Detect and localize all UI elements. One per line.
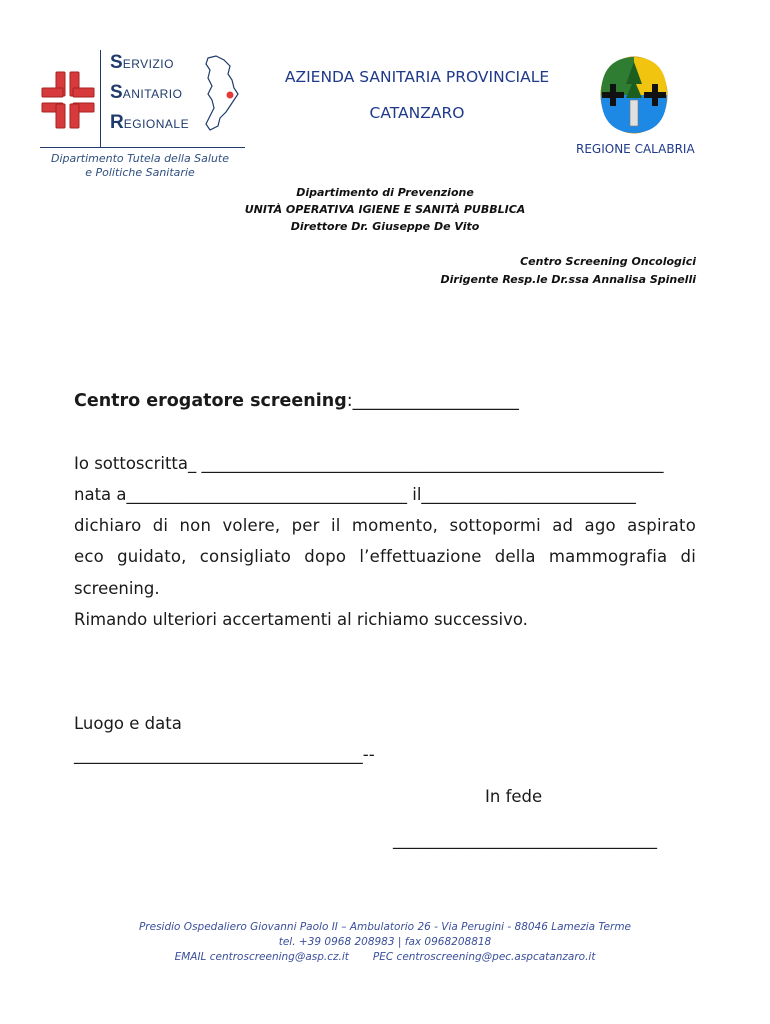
- ssr-logo: [40, 50, 245, 178]
- region-label: REGIONE CALABRIA: [576, 142, 695, 156]
- ssr-line-servizio: SERVIZIO: [110, 52, 174, 73]
- director-name: Direttore Dr. Giuseppe De Vito: [290, 220, 480, 233]
- regione-calabria-emblem-icon: [596, 54, 672, 136]
- ssr-dept-line2: e Politiche Sanitarie: [85, 166, 195, 179]
- red-cross-icon: [40, 70, 96, 132]
- calabria-map-icon: [200, 54, 244, 134]
- center-field: [74, 391, 696, 411]
- logo-divider: [100, 50, 101, 147]
- in-fede-label: In fede: [485, 787, 543, 806]
- ssr-dept-line1: Dipartimento Tutela della Salute: [50, 152, 230, 165]
- ssr-line-sanitario: SANITARIO: [110, 82, 183, 103]
- declaration-line-1: dichiaro di non volere, per il momento, sottopormi ad ago aspirato: [74, 516, 696, 535]
- manager-name: Dirigente Resp.le Dr.ssa Annalisa Spinelli: [440, 273, 696, 286]
- agency-name-line1: AZIENDA SANITARIA PROVINCIALE: [284, 68, 550, 86]
- declaration-line-2: eco guidato, consigliato dopo l’effettuazione della mammografia di: [74, 547, 696, 566]
- logo-underline: [40, 147, 245, 148]
- footer-email: EMAIL centroscreening@asp.cz.it: [174, 951, 349, 963]
- unit-name: UNITÀ OPERATIVA IGIENE E SANITÀ PUBBLICA: [244, 203, 526, 216]
- screening-center-name: Centro Screening Oncologici: [520, 255, 696, 268]
- declaration-line-3: screening.: [74, 579, 160, 598]
- dept-prevention: Dipartimento di Prevenzione: [296, 186, 474, 199]
- footer-contacts: [0, 951, 770, 963]
- ssr-line-regionale: REGIONALE: [110, 112, 190, 133]
- signature-blank: ________________________________: [393, 830, 657, 849]
- footer-address: Presidio Ospedaliero Giovanni Paolo II – Ambulatorio 26 - Via Perugini - 88046 Lamezia Terme: [138, 921, 632, 933]
- sottoscritta-line: Io sottoscritta_ ________________________________________________________: [74, 454, 664, 473]
- center-field-blank: :___________________: [346, 391, 519, 411]
- agency-name-line2: CATANZARO: [369, 104, 465, 122]
- footer-phone: tel. +39 0968 208983 | fax 0968208818: [278, 936, 492, 948]
- nata-a-line: nata a__________________________________ il__________________________: [74, 485, 636, 504]
- footer-pec: PEC centroscreening@pec.aspcatanzaro.it: [372, 951, 596, 963]
- declaration-line-4: Rimando ulteriori accertamenti al richiamo successivo.: [74, 610, 528, 629]
- center-field-label: Centro erogatore screening: [74, 391, 347, 411]
- place-date-label: Luogo e data: [74, 714, 182, 733]
- place-date-blank: ___________________________________--: [74, 745, 375, 764]
